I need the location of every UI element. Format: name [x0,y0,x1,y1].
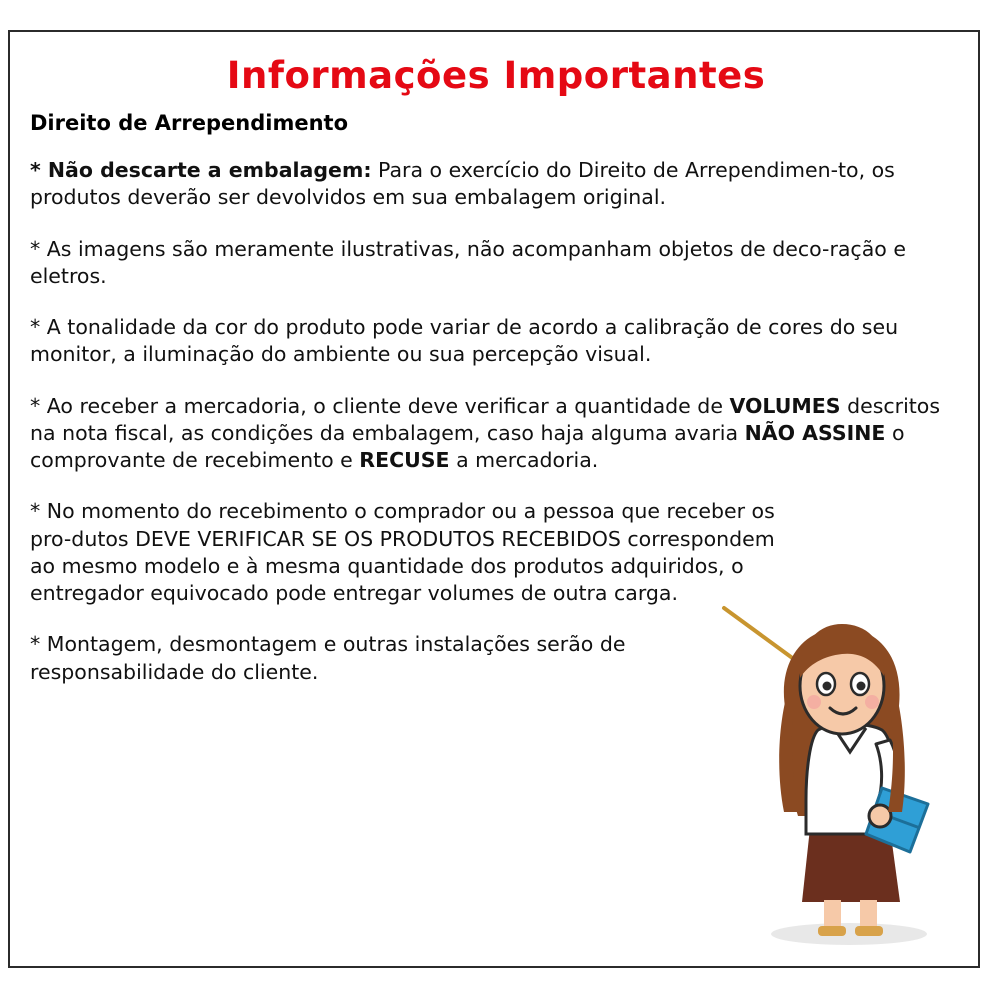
seg-2: descritos na nota fiscal, as condições da embalagem, caso haja alguma avaria [30,393,941,445]
seg-4: o comprovante de recebimento e [30,420,905,472]
seg-3: NÃO ASSINE [744,420,886,445]
seg-5: RECUSE [359,448,450,472]
document-content [24,54,968,710]
paragraph-embalagem-text: Para o exercício do Direito de Arrependimen-to, os produtos deverão ser devolvidos em sua embalagem original. [30,158,895,210]
section-subtitle: Direito de Arrependimento [30,111,348,135]
paragraph-tonalidade: * A tonalidade da cor do produto pode variar de acordo a calibração de cores do seu monitor, a iluminação do ambiente ou sua percepção visual. [30,315,899,367]
information-card [8,30,980,968]
paragraph-embalagem [30,157,960,212]
seg-1: VOLUMES [729,393,841,418]
paragraph-montagem: * Montagem, desmontagem e outras instalações serão de responsabilidade do cliente. [30,632,626,684]
paragraph-imagens: * As imagens são meramente ilustrativas, não acompanham objetos de deco-ração e eletros. [30,236,906,288]
seg-0: * Ao receber a mercadoria, o cliente deve verificar a quantidade de [30,393,730,418]
paragraph-conferencia: * No momento do recebimento o comprador ou a pessoa que receber os pro-dutos DEVE VERIFICAR SE OS PRODUTOS RECEBIDOS correspondem ao mesmo modelo e à mesma quantidade dos produtos adquiridos, o entregador equivocado pode entregar volumes de outra carga. [30,499,775,605]
page-title: Informações Importantes [226,54,766,97]
seg-6: a mercadoria. [449,448,599,472]
paragraph-volumes [30,393,960,475]
paragraph-embalagem-lead: * Não descarte a embalagem: [30,158,372,182]
